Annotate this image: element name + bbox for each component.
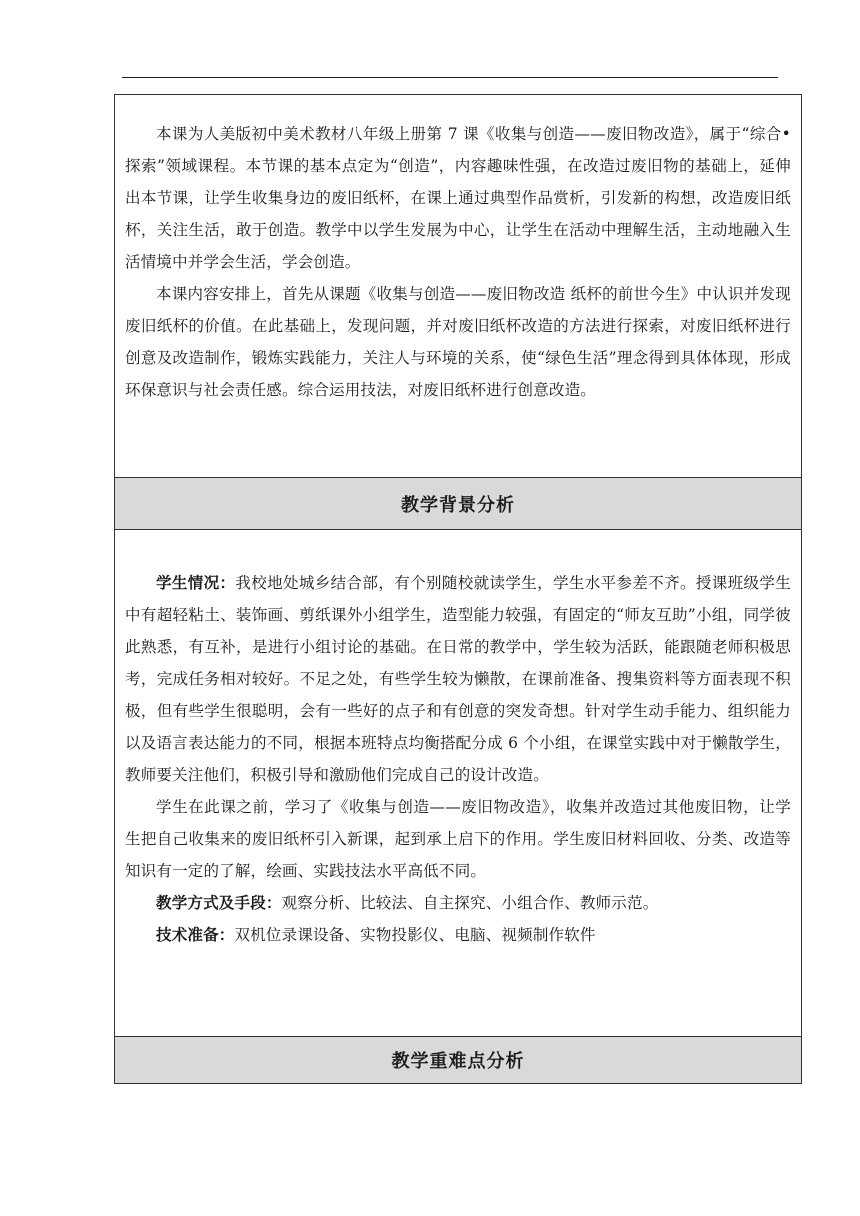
- key-points-heading: 教学重难点分析: [391, 1051, 525, 1072]
- tech-label: 技术准备：: [156, 925, 235, 944]
- students-paragraph: [125, 567, 791, 791]
- key-points-heading-row: [115, 1037, 801, 1083]
- intro-paragraph-2: 本课内容安排上，首先从课题《收集与创造——废旧物改造 纸杯的前世今生》中认识并发现废旧纸杯的价值。在此基础上，发现问题，并对废旧纸杯改造的方法进行探索，对废旧纸杯进行创意及改造制作，锻炼实践能力，关注人与环境的关系，使“绿色生活”理念得到具体体现，形成环保意识与社会责任感。综合运用技法，对废旧纸杯进行创意改造。: [125, 285, 791, 399]
- tech-paragraph: [125, 919, 791, 951]
- lesson-plan-table: [114, 94, 802, 1084]
- intro-section: [115, 95, 801, 478]
- background-heading: 教学背景分析: [401, 494, 515, 516]
- tech-text: 双机位录课设备、实物投影仪、电脑、视频制作软件: [234, 926, 596, 944]
- students-text: 我校地处城乡结合部，有个别随校就读学生，学生水平参差不齐。授课班级学生中有超轻粘土、装饰画、剪纸课外小组学生，造型能力较强，有固定的“师友互助”小组，同学彼此熟悉，有互补，是进行小组讨论的基础。在日常的教学中，学生较为活跃，能跟随老师积极思考，完成任务相对较好。不足之处，有些学生较为懒散，在课前准备、搜集资料等方面表现不积极，但有些学生很聪明，会有一些好的点子和有创意的突发奇想。针对学生动手能力、组织能力以及语言表达能力的不同，根据本班特点均衡搭配分成 6 个小组，在课堂实践中对于懒散学生，教师要关注他们，积极引导和激励他们完成自己的设计改造。: [125, 574, 791, 784]
- header-rule: [122, 77, 778, 78]
- background-heading-row: [115, 478, 801, 530]
- methods-text: 观察分析、比较法、自主探究、小组合作、教师示范。: [281, 894, 659, 912]
- background-section: [115, 530, 801, 1037]
- methods-paragraph: [125, 887, 791, 919]
- methods-label: 教学方式及手段：: [156, 893, 282, 912]
- prior-learning-paragraph: 学生在此课之前，学习了《收集与创造——废旧物改造》，收集并改造过其他废旧物，让学生把自己收集来的废旧纸杯引入新课，起到承上启下的作用。学生废旧材料回收、分类、改造等知识有一定的了解，绘画、实践技法水平高低不同。: [125, 798, 791, 880]
- intro-paragraph-1: 本课为人美版初中美术教材八年级上册第 7 课《收集与创造——废旧物改造》，属于“综合•探索”领域课程。本节课的基本点定为“创造”，内容趣味性强，在改造过废旧物的基础上，延伸出本节课，让学生收集身边的废旧纸杯，在课上通过典型作品赏析，引发新的构想，改造废旧纸杯，关注生活，敢于创造。教学中以学生发展为中心，让学生在活动中理解生活，主动地融入生活情境中并学会生活，学会创造。: [125, 125, 791, 271]
- students-label: 学生情况：: [156, 573, 236, 592]
